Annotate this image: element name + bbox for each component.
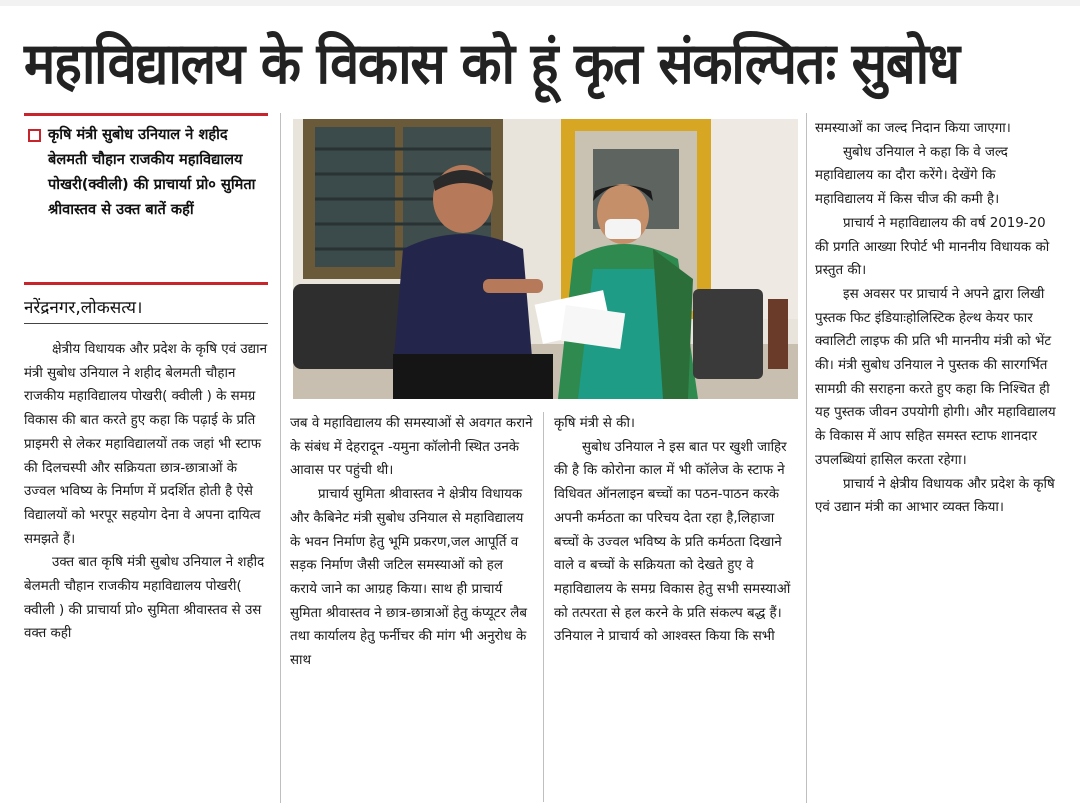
bullet-square-icon	[28, 129, 41, 142]
highlight-top-rule	[24, 113, 268, 116]
paragraph: इस अवसर पर प्राचार्य ने अपने द्वारा लिखी पुस्तक फिट इंडियाःहोलिस्टिक हेल्थ केयर फार क्वालिटी लाइफ की प्रति भी माननीय मंत्री को भेंट की। मंत्री सुबोध उनियाल ने पुस्तक की सारगर्भित सामग्री की सराहना करते हुए कहा कि निश्चित ही यह पुस्तक जीवन उपयोगी होगी। और महाविद्यालय के विकास में आप सहित समस्त स्टाफ शानदार उपलब्धियां हासिल करता रहेगा।	[815, 286, 1056, 468]
paragraph: प्राचार्य ने महाविद्यालय की वर्ष 2019-20 की प्रगति आख्या रिपोर्ट भी माननीय विधायक को प्रस्तुत की।	[815, 215, 1050, 279]
headline: महाविद्यालय के विकास को हूं कृत संकल्पितः सुबोध	[24, 31, 959, 97]
paragraph: क्षेत्रीय विधायक और प्रदेश के कृषि एवं उद्यान मंत्री सुबोध उनियाल ने शहीद बेलमती चौहान राजकीय महाविद्यालय पोखरी( क्वीली ) के समग्र विकास की बात करते हुए कहा कि पढ़ाई के प्रति प्राइमरी से लेकर महाविद्यालयों तक जहां भी स्टाफ की दिलचस्पी और सक्रियता छात्र-छात्राओं के उज्वल भविष्य के निर्माण में प्रदर्शित होती है ऐसे विद्यालयों को भरपूर सहयोग देना वे अपना दायित्व समझते हैं।	[24, 342, 268, 547]
photo-image	[293, 119, 798, 399]
column-divider	[543, 412, 544, 802]
paragraph: सुबोध उनियाल ने कहा कि वे जल्द महाविद्यालय का दौरा करेंगे। देखेंगे कि महाविद्यालय में किस चीज की कमी है।	[815, 144, 1008, 208]
paragraph: कृषि मंत्री से की।	[554, 416, 636, 431]
column-1-text	[24, 338, 270, 646]
highlight-text: कृषि मंत्री सुबोध उनियाल ने शहीद बेलमती चौहान राजकीय महाविद्यालय पोखरी(क्वीली) की प्राचार्या प्रो० सुमिता श्रीवास्तव से उक्त बातें कहीं	[48, 126, 256, 218]
highlight-box	[24, 122, 270, 282]
column-2-text	[290, 412, 534, 673]
column-4-text	[815, 117, 1057, 520]
column-3-text	[554, 412, 798, 649]
paragraph: समस्याओं का जल्द निदान किया जाएगा।	[815, 121, 1011, 136]
paragraph: प्राचार्य ने क्षेत्रीय विधायक और प्रदेश के कृषि एवं उद्यान मंत्री का आभार व्यक्त किया।	[815, 476, 1055, 516]
paragraph: उक्त बात कृषि मंत्री सुबोध उनियाल ने शहीद बेलमती चौहान राजकीय महाविद्यालय पोखरी( क्वीली ) की प्राचार्या प्रो० सुमिता श्रीवास्तव से उस वक्त कही	[24, 555, 265, 642]
paragraph: जब वे महाविद्यालय की समस्याओं से अवगत कराने के संबंध में देहरादून -यमुना कॉलोनी स्थित उनके आवास पर पहुंची थी।	[290, 416, 533, 479]
column-divider	[280, 113, 281, 803]
column-1	[24, 113, 270, 803]
dateline: नरेंद्रनगर,लोकसत्य।	[24, 291, 268, 324]
page-top-border	[0, 0, 1080, 6]
paragraph: सुबोध उनियाल ने इस बात पर खुशी जाहिर की है कि कोरोना काल में भी कॉलेज के स्टाफ ने विधिवत ऑनलाइन बच्चों का पठन-पाठन करके अपनी कर्मठता का परिचय देता रहा है,लिहाजा बच्चों के उज्वल भविष्य के प्रति कर्मठता दिखाने वाले व बच्चों के सक्रियता को देखते हुए वे महाविद्यालय के समग्र विकास हेतु सभी समस्याओं को तत्परता से हल करने के प्रति संकल्प बद्ध हैं। उनियाल ने प्राचार्य को आश्वस्त किया कि सभी	[554, 439, 791, 645]
paragraph: प्राचार्य सुमिता श्रीवास्तव ने क्षेत्रीय विधायक और कैबिनेट मंत्री सुबोध उनियाल से महाविद्यालय के भवन निर्माण हेतु भूमि प्रकरण,जल आपूर्ति व सड़क निर्माण जैसी जटिल समस्याओं को हल कराये जाने का आग्रह किया। साथ ही प्राचार्य सुमिता श्रीवास्तव ने छात्र-छात्राओं हेतु कंप्यूटर लैब तथा कार्यालय हेतु फर्नीचर की मांग भी अनुरोध के साथ	[290, 487, 528, 669]
news-photo	[293, 119, 798, 399]
highlight-bottom-rule	[24, 282, 268, 285]
column-divider	[806, 113, 807, 803]
